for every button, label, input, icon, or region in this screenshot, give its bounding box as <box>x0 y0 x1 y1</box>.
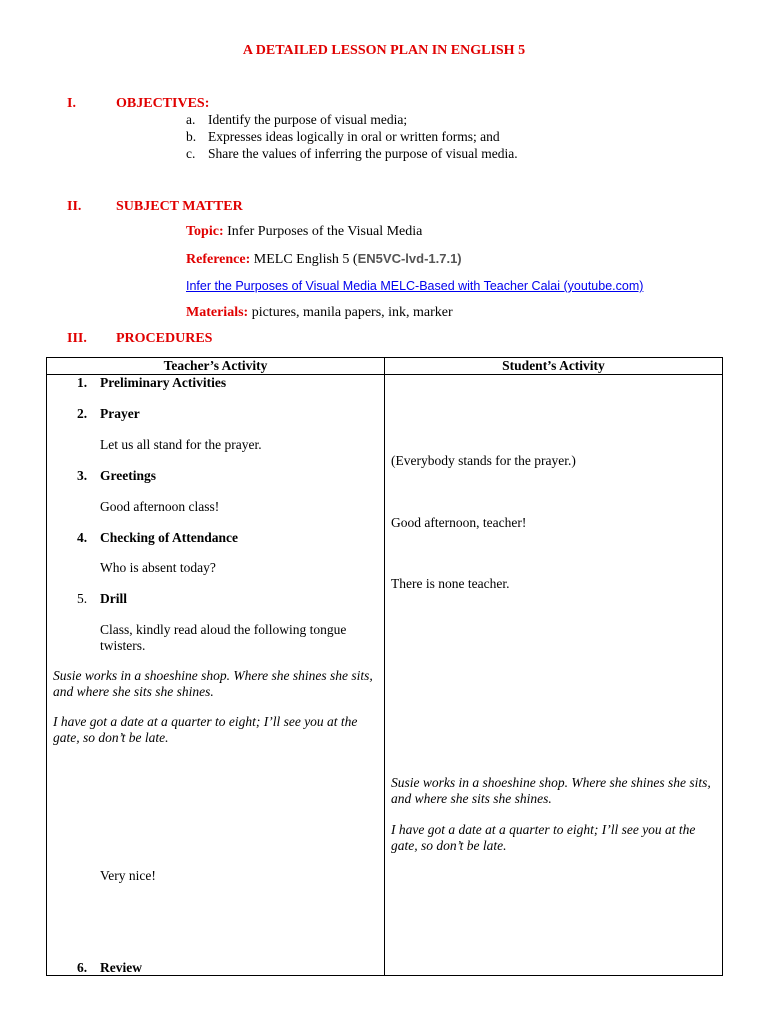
reference-code: EN5VC-lvd-1.7.1) <box>357 251 462 266</box>
step-number: 1. <box>77 375 88 390</box>
step-title: Drill <box>100 591 127 606</box>
step-title: Checking of Attendance <box>100 530 238 545</box>
materials-value: pictures, manila papers, ink, marker <box>251 305 453 320</box>
video-link[interactable]: Infer the Purposes of Visual Media MELC-Based with Teacher Calai (youtube.com) <box>186 279 644 293</box>
teacher-line: Let us all stand for the prayer. <box>100 437 262 452</box>
subject-matter-heading: SUBJECT MATTER <box>116 199 243 214</box>
student-line: Good afternoon, teacher! <box>391 515 527 530</box>
procedures-number: III. <box>67 331 87 346</box>
step-title: Review <box>100 960 142 975</box>
procedures-heading: PROCEDURES <box>116 331 213 346</box>
reference-value: MELC English 5 ( <box>253 252 358 267</box>
objectives-number: I. <box>67 96 76 111</box>
objective-item: Share the values of inferring the purpose of visual media. <box>208 146 518 161</box>
step-title: Prayer <box>100 406 140 421</box>
student-tongue-twister: Susie works in a shoeshine shop. Where she shines she sits, and where she sits she shines. <box>391 775 711 806</box>
step-number: 4. <box>77 530 88 545</box>
teacher-line: Who is absent today? <box>100 560 216 575</box>
objective-item: Identify the purpose of visual media; <box>208 112 408 127</box>
teacher-line: Class, kindly read aloud the following tongue twisters. <box>100 622 347 653</box>
teacher-activity-header: Teacher’s Activity <box>47 358 385 375</box>
objective-letter: b. <box>186 129 197 144</box>
student-tongue-twister: I have got a date at a quarter to eight; I’ll see you at the gate, so don’t be late. <box>391 822 696 853</box>
tongue-twister: Susie works in a shoeshine shop. Where she shines she sits, and where she sits she shines. <box>53 668 373 699</box>
step-title: Greetings <box>100 468 156 483</box>
student-line: (Everybody stands for the prayer.) <box>391 453 576 468</box>
objective-letter: a. <box>186 112 196 127</box>
document-title: A DETAILED LESSON PLAN IN ENGLISH 5 <box>242 43 526 58</box>
topic-line <box>186 224 422 240</box>
teacher-activity-cell <box>47 375 385 976</box>
materials-line <box>186 305 453 321</box>
student-activity-header: Student’s Activity <box>385 358 723 375</box>
topic-value: Infer Purposes of the Visual Media <box>227 224 423 239</box>
procedures-table <box>46 357 723 976</box>
student-activity-cell <box>385 375 723 976</box>
step-title: Preliminary Activities <box>100 375 227 390</box>
objective-letter: c. <box>186 146 196 161</box>
materials-label: Materials: <box>186 305 249 320</box>
step-number: 3. <box>77 468 88 483</box>
tongue-twister: I have got a date at a quarter to eight; I’ll see you at the gate, so don’t be late. <box>53 714 358 745</box>
objective-item: Expresses ideas logically in oral or written forms; and <box>208 129 500 144</box>
objectives-heading: OBJECTIVES: <box>116 96 210 111</box>
step-number: 5. <box>77 591 88 606</box>
step-number: 6. <box>77 960 88 975</box>
student-line: There is none teacher. <box>391 576 510 591</box>
subject-matter-number: II. <box>67 199 82 214</box>
reference-label: Reference: <box>186 252 251 267</box>
teacher-line: Good afternoon class! <box>100 499 220 514</box>
step-number: 2. <box>77 406 88 421</box>
teacher-line: Very nice! <box>100 868 156 883</box>
reference-line <box>186 251 462 268</box>
topic-label: Topic: <box>186 224 224 239</box>
